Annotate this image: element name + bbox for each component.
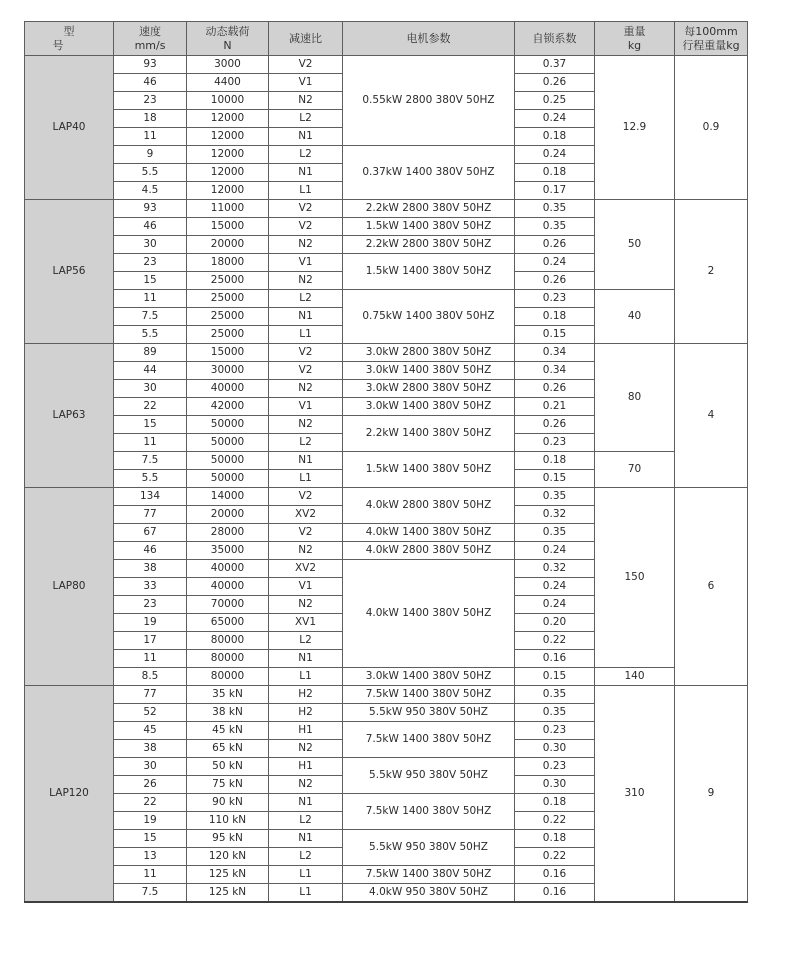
motor-cell: 7.5kW 1400 380V 50HZ [343,722,515,758]
load-cell: 80000 [187,632,269,650]
header-model: 型 号 [25,22,114,56]
self-lock-cell: 0.16 [515,884,595,903]
speed-cell: 11 [114,128,187,146]
load-cell: 11000 [187,200,269,218]
self-lock-cell: 0.35 [515,686,595,704]
motor-cell: 3.0kW 2800 380V 50HZ [343,380,515,398]
table-row [25,200,748,218]
self-lock-cell: 0.17 [515,182,595,200]
table-row [25,686,748,704]
self-lock-cell: 0.34 [515,362,595,380]
ratio-cell: XV2 [269,560,343,578]
ratio-cell: L1 [269,470,343,488]
self-lock-cell: 0.32 [515,506,595,524]
weight-cell: 310 [595,686,675,903]
load-cell: 125 kN [187,866,269,884]
table-row [25,488,748,506]
load-cell: 70000 [187,596,269,614]
speed-cell: 11 [114,434,187,452]
self-lock-cell: 0.22 [515,812,595,830]
load-cell: 40000 [187,578,269,596]
motor-cell: 5.5kW 950 380V 50HZ [343,758,515,794]
load-cell: 42000 [187,398,269,416]
speed-cell: 23 [114,596,187,614]
ratio-cell: L2 [269,632,343,650]
load-cell: 50000 [187,452,269,470]
self-lock-cell: 0.37 [515,56,595,74]
load-cell: 35 kN [187,686,269,704]
self-lock-cell: 0.30 [515,740,595,758]
weight-cell: 150 [595,488,675,668]
ratio-cell: N1 [269,164,343,182]
motor-cell: 0.55kW 2800 380V 50HZ [343,56,515,146]
load-cell: 18000 [187,254,269,272]
ratio-cell: V1 [269,398,343,416]
speed-cell: 8.5 [114,668,187,686]
speed-cell: 15 [114,272,187,290]
speed-cell: 23 [114,254,187,272]
speed-cell: 13 [114,848,187,866]
self-lock-cell: 0.18 [515,794,595,812]
speed-cell: 22 [114,794,187,812]
ratio-cell: V2 [269,200,343,218]
self-lock-cell: 0.35 [515,704,595,722]
motor-cell: 0.37kW 1400 380V 50HZ [343,146,515,200]
speed-cell: 5.5 [114,326,187,344]
ratio-cell: V2 [269,56,343,74]
load-cell: 3000 [187,56,269,74]
ratio-cell: V2 [269,218,343,236]
load-cell: 12000 [187,128,269,146]
speed-cell: 30 [114,758,187,776]
speed-cell: 46 [114,74,187,92]
load-cell: 125 kN [187,884,269,903]
motor-cell: 4.0kW 950 380V 50HZ [343,884,515,903]
ratio-cell: V2 [269,344,343,362]
per100-cell: 2 [675,200,748,344]
self-lock-cell: 0.24 [515,596,595,614]
load-cell: 50 kN [187,758,269,776]
ratio-cell: L2 [269,812,343,830]
speed-cell: 93 [114,56,187,74]
speed-cell: 11 [114,866,187,884]
ratio-cell: N2 [269,542,343,560]
self-lock-cell: 0.35 [515,488,595,506]
ratio-cell: L2 [269,434,343,452]
motor-cell: 2.2kW 2800 380V 50HZ [343,236,515,254]
header-self-lock: 自锁系数 [515,22,595,56]
table-row [25,668,748,686]
self-lock-cell: 0.15 [515,326,595,344]
ratio-cell: N2 [269,380,343,398]
self-lock-cell: 0.24 [515,578,595,596]
self-lock-cell: 0.35 [515,218,595,236]
speed-cell: 44 [114,362,187,380]
speed-cell: 77 [114,686,187,704]
per100-cell: 4 [675,344,748,488]
load-cell: 4400 [187,74,269,92]
load-cell: 50000 [187,470,269,488]
self-lock-cell: 0.20 [515,614,595,632]
speed-cell: 7.5 [114,308,187,326]
load-cell: 12000 [187,182,269,200]
motor-cell: 4.0kW 2800 380V 50HZ [343,542,515,560]
speed-cell: 52 [114,704,187,722]
ratio-cell: V2 [269,362,343,380]
self-lock-cell: 0.23 [515,434,595,452]
self-lock-cell: 0.18 [515,830,595,848]
ratio-cell: N1 [269,830,343,848]
motor-cell: 4.0kW 2800 380V 50HZ [343,488,515,524]
speed-cell: 19 [114,614,187,632]
speed-cell: 5.5 [114,164,187,182]
ratio-cell: N2 [269,776,343,794]
self-lock-cell: 0.26 [515,272,595,290]
model-cell: LAP56 [25,200,114,344]
ratio-cell: V2 [269,524,343,542]
ratio-cell: N2 [269,92,343,110]
spec-table [24,21,748,903]
per100-cell: 0.9 [675,56,748,200]
self-lock-cell: 0.16 [515,866,595,884]
load-cell: 25000 [187,308,269,326]
weight-cell: 140 [595,668,675,686]
motor-cell: 0.75kW 1400 380V 50HZ [343,290,515,344]
ratio-cell: L2 [269,146,343,164]
motor-cell: 7.5kW 1400 380V 50HZ [343,866,515,884]
motor-cell: 4.0kW 1400 380V 50HZ [343,524,515,542]
speed-cell: 17 [114,632,187,650]
load-cell: 65000 [187,614,269,632]
model-cell: LAP120 [25,686,114,903]
self-lock-cell: 0.21 [515,398,595,416]
speed-cell: 30 [114,380,187,398]
header-motor: 电机参数 [343,22,515,56]
motor-cell: 1.5kW 1400 380V 50HZ [343,218,515,236]
ratio-cell: V1 [269,74,343,92]
table-row [25,344,748,362]
self-lock-cell: 0.18 [515,452,595,470]
load-cell: 110 kN [187,812,269,830]
ratio-cell: N1 [269,452,343,470]
self-lock-cell: 0.32 [515,560,595,578]
weight-cell: 80 [595,344,675,452]
speed-cell: 89 [114,344,187,362]
speed-cell: 30 [114,236,187,254]
self-lock-cell: 0.16 [515,650,595,668]
load-cell: 25000 [187,290,269,308]
motor-cell: 3.0kW 1400 380V 50HZ [343,362,515,380]
load-cell: 14000 [187,488,269,506]
ratio-cell: N1 [269,650,343,668]
speed-cell: 38 [114,560,187,578]
speed-cell: 26 [114,776,187,794]
speed-cell: 46 [114,218,187,236]
ratio-cell: L2 [269,110,343,128]
header-row [25,22,748,56]
self-lock-cell: 0.22 [515,632,595,650]
self-lock-cell: 0.23 [515,758,595,776]
load-cell: 45 kN [187,722,269,740]
spec-body [25,56,748,903]
speed-cell: 19 [114,812,187,830]
ratio-cell: V1 [269,578,343,596]
ratio-cell: L1 [269,182,343,200]
per100-cell: 6 [675,488,748,686]
ratio-cell: N2 [269,740,343,758]
ratio-cell: V1 [269,254,343,272]
self-lock-cell: 0.23 [515,722,595,740]
ratio-cell: L1 [269,884,343,903]
load-cell: 10000 [187,92,269,110]
motor-cell: 4.0kW 1400 380V 50HZ [343,560,515,668]
self-lock-cell: 0.26 [515,74,595,92]
speed-cell: 46 [114,542,187,560]
ratio-cell: L2 [269,848,343,866]
speed-cell: 67 [114,524,187,542]
self-lock-cell: 0.35 [515,200,595,218]
table-row [25,452,748,470]
motor-cell: 7.5kW 1400 380V 50HZ [343,794,515,830]
load-cell: 75 kN [187,776,269,794]
motor-cell: 7.5kW 1400 380V 50HZ [343,686,515,704]
speed-cell: 23 [114,92,187,110]
motor-cell: 3.0kW 2800 380V 50HZ [343,344,515,362]
ratio-cell: L1 [269,668,343,686]
self-lock-cell: 0.24 [515,542,595,560]
ratio-cell: H2 [269,704,343,722]
load-cell: 35000 [187,542,269,560]
self-lock-cell: 0.23 [515,290,595,308]
load-cell: 15000 [187,344,269,362]
speed-cell: 5.5 [114,470,187,488]
motor-cell: 1.5kW 1400 380V 50HZ [343,452,515,488]
load-cell: 28000 [187,524,269,542]
ratio-cell: L1 [269,326,343,344]
self-lock-cell: 0.18 [515,128,595,146]
speed-cell: 7.5 [114,884,187,903]
weight-cell: 12.9 [595,56,675,200]
load-cell: 15000 [187,218,269,236]
load-cell: 12000 [187,146,269,164]
self-lock-cell: 0.24 [515,146,595,164]
speed-cell: 22 [114,398,187,416]
ratio-cell: V2 [269,488,343,506]
speed-cell: 11 [114,650,187,668]
load-cell: 12000 [187,110,269,128]
speed-cell: 4.5 [114,182,187,200]
weight-cell: 70 [595,452,675,488]
load-cell: 50000 [187,416,269,434]
model-cell: LAP40 [25,56,114,200]
ratio-cell: N1 [269,308,343,326]
self-lock-cell: 0.34 [515,344,595,362]
weight-cell: 50 [595,200,675,290]
self-lock-cell: 0.24 [515,254,595,272]
load-cell: 30000 [187,362,269,380]
ratio-cell: L1 [269,866,343,884]
load-cell: 65 kN [187,740,269,758]
speed-cell: 38 [114,740,187,758]
motor-cell: 5.5kW 950 380V 50HZ [343,830,515,866]
self-lock-cell: 0.30 [515,776,595,794]
load-cell: 25000 [187,272,269,290]
self-lock-cell: 0.15 [515,470,595,488]
load-cell: 95 kN [187,830,269,848]
load-cell: 80000 [187,650,269,668]
ratio-cell: N1 [269,794,343,812]
load-cell: 38 kN [187,704,269,722]
self-lock-cell: 0.26 [515,416,595,434]
load-cell: 20000 [187,236,269,254]
speed-cell: 15 [114,416,187,434]
speed-cell: 134 [114,488,187,506]
speed-cell: 45 [114,722,187,740]
table-row [25,290,748,308]
model-cell: LAP63 [25,344,114,488]
motor-cell: 2.2kW 2800 380V 50HZ [343,200,515,218]
speed-cell: 11 [114,290,187,308]
ratio-cell: H1 [269,722,343,740]
motor-cell: 3.0kW 1400 380V 50HZ [343,398,515,416]
ratio-cell: N2 [269,236,343,254]
ratio-cell: H2 [269,686,343,704]
load-cell: 12000 [187,164,269,182]
table-row [25,56,748,74]
load-cell: 40000 [187,380,269,398]
speed-cell: 7.5 [114,452,187,470]
load-cell: 90 kN [187,794,269,812]
speed-cell: 77 [114,506,187,524]
header-weight: 重量 kg [595,22,675,56]
speed-cell: 15 [114,830,187,848]
load-cell: 20000 [187,506,269,524]
motor-cell: 2.2kW 1400 380V 50HZ [343,416,515,452]
ratio-cell: H1 [269,758,343,776]
ratio-cell: N1 [269,128,343,146]
load-cell: 40000 [187,560,269,578]
ratio-cell: L2 [269,290,343,308]
self-lock-cell: 0.18 [515,164,595,182]
weight-cell: 40 [595,290,675,344]
self-lock-cell: 0.25 [515,92,595,110]
model-cell: LAP80 [25,488,114,686]
load-cell: 25000 [187,326,269,344]
self-lock-cell: 0.35 [515,524,595,542]
header-speed: 速度 mm/s [114,22,187,56]
speed-cell: 9 [114,146,187,164]
header-load: 动态载荷 N [187,22,269,56]
ratio-cell: N2 [269,272,343,290]
ratio-cell: XV2 [269,506,343,524]
header-per100: 每100mm 行程重量kg [675,22,748,56]
load-cell: 50000 [187,434,269,452]
self-lock-cell: 0.22 [515,848,595,866]
self-lock-cell: 0.15 [515,668,595,686]
load-cell: 120 kN [187,848,269,866]
self-lock-cell: 0.18 [515,308,595,326]
speed-cell: 33 [114,578,187,596]
load-cell: 80000 [187,668,269,686]
speed-cell: 93 [114,200,187,218]
self-lock-cell: 0.26 [515,380,595,398]
ratio-cell: XV1 [269,614,343,632]
motor-cell: 5.5kW 950 380V 50HZ [343,704,515,722]
speed-cell: 18 [114,110,187,128]
per100-cell: 9 [675,686,748,903]
ratio-cell: N2 [269,416,343,434]
motor-cell: 1.5kW 1400 380V 50HZ [343,254,515,290]
self-lock-cell: 0.26 [515,236,595,254]
motor-cell: 3.0kW 1400 380V 50HZ [343,668,515,686]
self-lock-cell: 0.24 [515,110,595,128]
header-ratio: 减速比 [269,22,343,56]
ratio-cell: N2 [269,596,343,614]
